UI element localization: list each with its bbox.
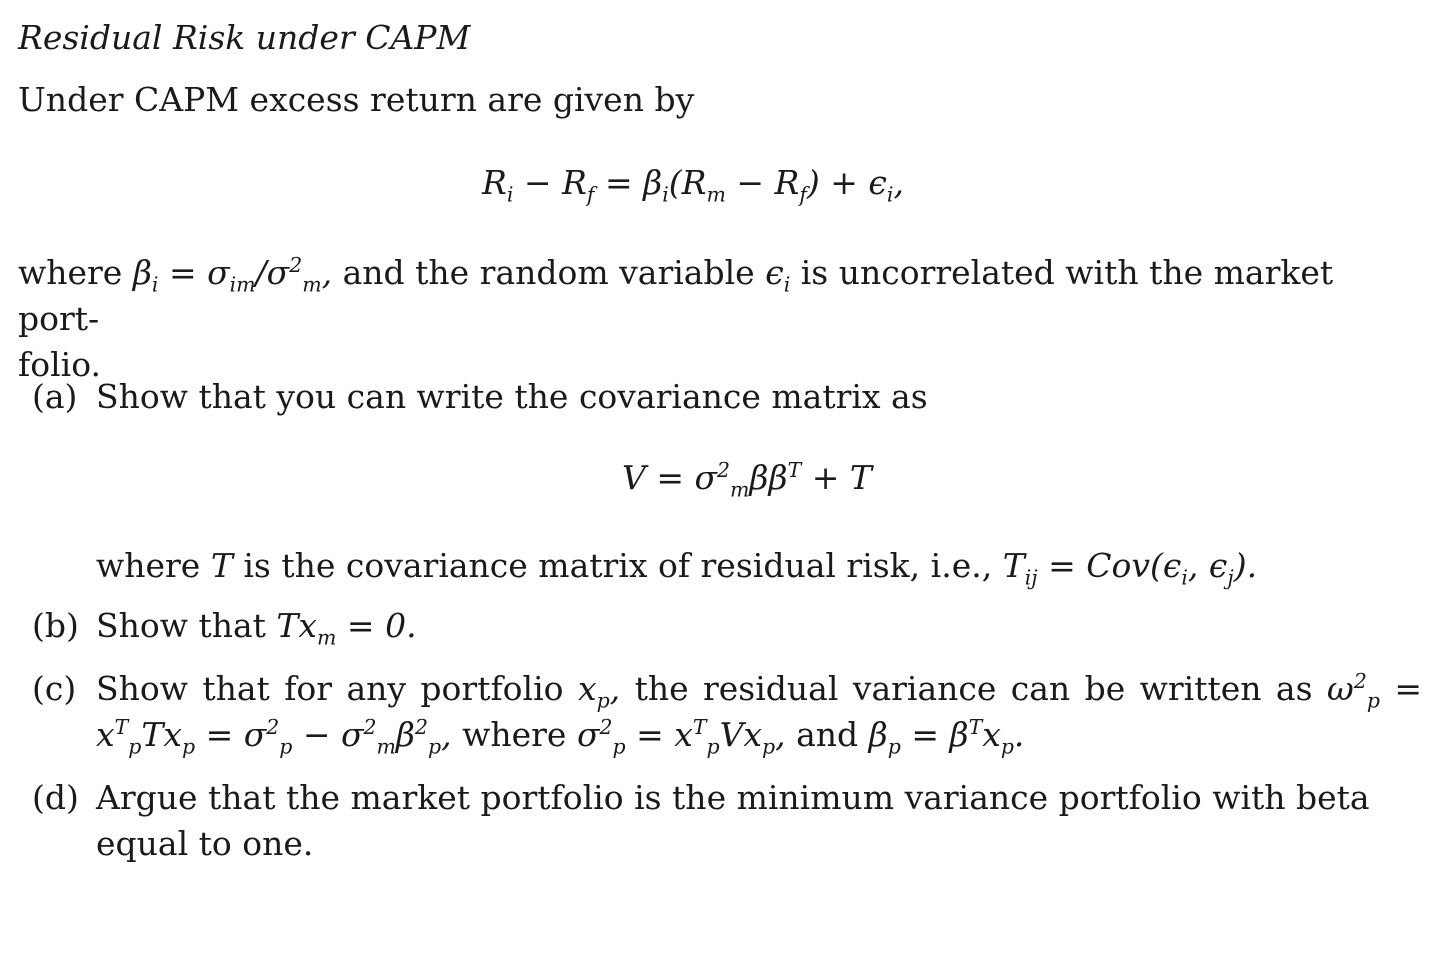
where-prefix: where [18, 253, 123, 292]
list-item-d [32, 775, 1422, 875]
item-c-prefix: Show that for any portfolio [96, 669, 564, 708]
capm-equation: $R_i - R_f = \beta_i(R_m - R_f) + \epsilon_i$, [482, 163, 904, 207]
item-c-eq3: $\beta_p = \beta^Tx_p$. [868, 715, 1025, 759]
list-item-b [32, 603, 1422, 649]
item-text-a: Show that you can write the covariance matrix as [96, 377, 928, 416]
item-text-c [96, 666, 1422, 758]
where-paragraph [18, 250, 1423, 388]
covariance-equation: $V = \sigma^2_m\beta\beta^T + T$ [622, 458, 872, 502]
list-item-a [32, 374, 1422, 420]
item-label-d: (d) [32, 778, 79, 817]
item-label-a: (a) [32, 377, 78, 416]
cont-eq: $T_{ij} = Cov(\epsilon_i$, $\epsilon_j$). [1002, 546, 1258, 590]
beta-definition: $\beta_i = \sigma_{im}/\sigma^2_m$, [132, 253, 333, 297]
item-c-eq1: $\omega^2_p = x^T_pTx_p = \sigma^2_p - \sigma^2_m\beta^2_p$, [96, 669, 1422, 759]
item-label-b: (b) [32, 606, 79, 645]
item-b-eq: $Tx_m = 0$. [276, 606, 417, 650]
item-b-prefix: Show that [96, 606, 266, 645]
item-c-xp: $x_p$, [577, 669, 621, 713]
item-text-b [96, 603, 417, 649]
where-middle: and the random variable [342, 253, 755, 292]
intro-text: Under CAPM excess return are given by [18, 80, 695, 119]
item-a-continuation [96, 543, 1426, 589]
item-text-d: Argue that the market portfolio is the minimum variance portfolio with beta equal to one. [96, 778, 1370, 863]
item-c-mid: the residual variance can be written as [634, 669, 1313, 708]
list-item-c [32, 666, 1422, 766]
cont-prefix: where [96, 546, 201, 585]
page-title: Residual Risk under CAPM [18, 18, 471, 57]
epsilon-symbol: $\epsilon_i$ [765, 253, 791, 297]
cont-T: T [210, 546, 233, 585]
where-suffix: is uncorrelated with the market port- folio. [18, 253, 1334, 384]
item-label-c: (c) [32, 669, 77, 708]
cont-mid: is the covariance matrix of residual risk, i.e., [243, 546, 993, 585]
item-c-eq2: $\sigma^2_p = x^T_pVx_p$, [576, 715, 786, 759]
item-c-where: where [462, 715, 567, 754]
item-c-and: and [796, 715, 859, 754]
